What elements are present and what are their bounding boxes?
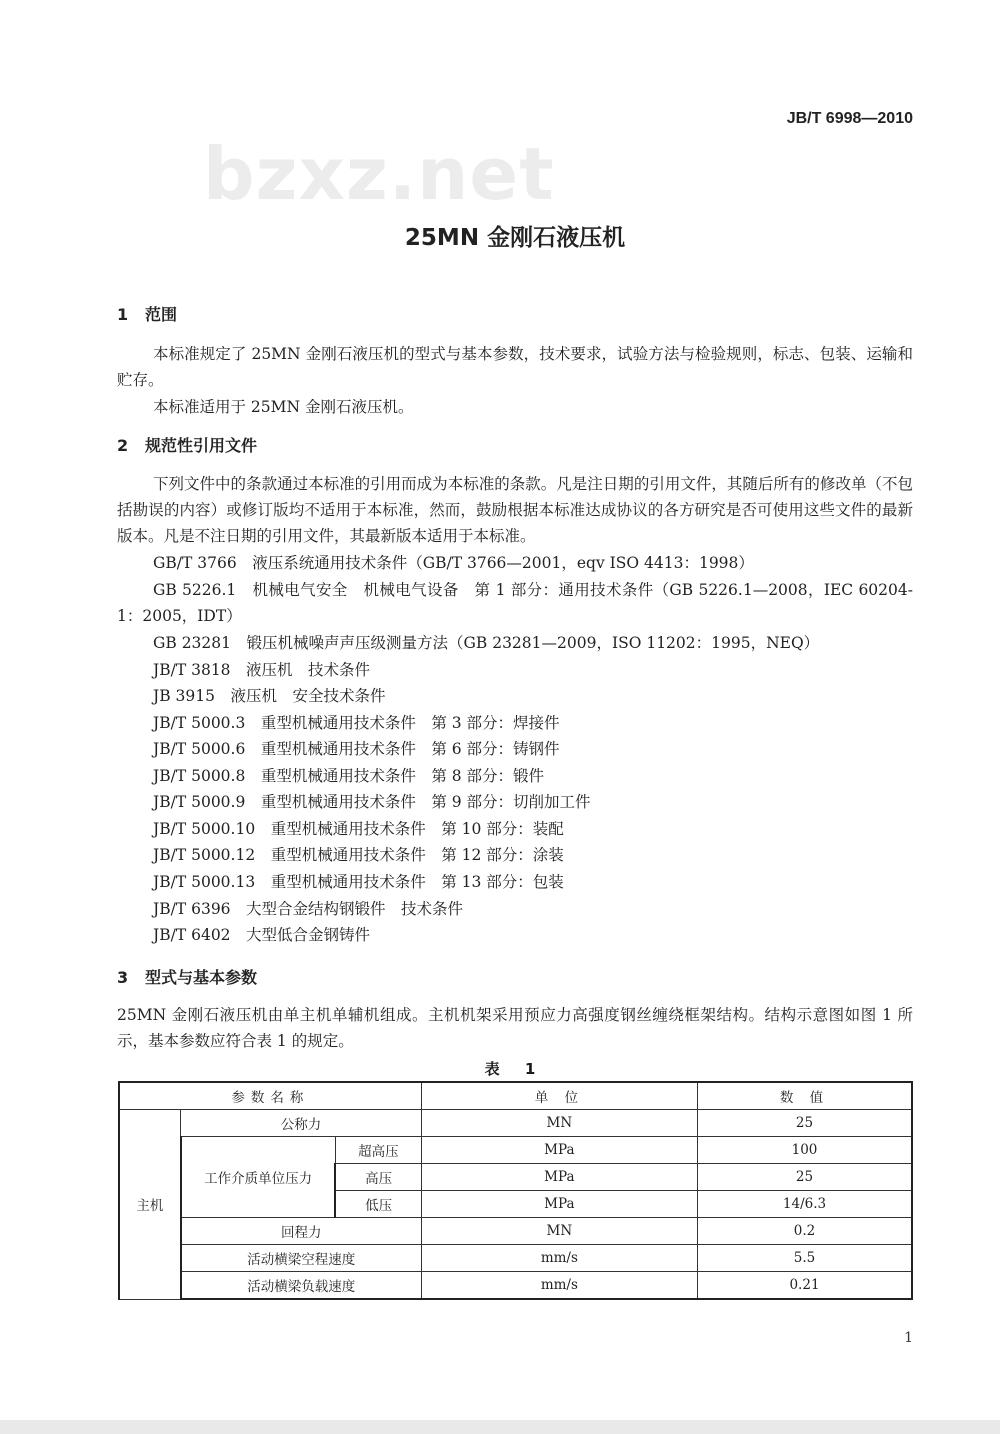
param-value: 5.5 <box>698 1245 913 1272</box>
section-title: 规范性引用文件 <box>145 436 258 455</box>
section-1-heading <box>117 302 177 325</box>
header-unit: 单 位 <box>421 1082 697 1110</box>
section-number: 1 <box>117 305 129 324</box>
section-title: 范围 <box>145 305 178 324</box>
group-label: 主机 <box>119 1110 181 1300</box>
header-value: 数 值 <box>698 1082 913 1110</box>
param-value: 100 <box>698 1137 913 1164</box>
reference-item: GB/T 3766 液压系统通用技术条件（GB/T 3766—2001，eqv ISO 4413：1998） <box>153 554 754 572</box>
pressure-group-label: 工作介质单位压力 <box>181 1137 336 1218</box>
reference-item: JB/T 3818 液压机 技术条件 <box>153 661 371 679</box>
table-row <box>119 1110 912 1137</box>
reference-item: JB/T 5000.10 重型机械通用技术条件 第 10 部分：装配 <box>153 820 564 838</box>
param-value: 25 <box>698 1110 913 1137</box>
table-row <box>119 1272 912 1300</box>
param-unit: MPa <box>421 1191 697 1218</box>
section-2-intro: 下列文件中的条款通过本标准的引用而成为本标准的条款。凡是注日期的引用文件，其随后所有的修改单（不包括勘误的内容）或修订版均不适用于本标准，然而，鼓励根据本标准达成协议的各方研究是否可使用这些文件的最新版本。凡是不注日期的引用文件，其最新版本适用于本标准。 <box>117 475 913 545</box>
param-unit: MN <box>421 1218 697 1245</box>
reference-item: JB/T 5000.9 重型机械通用技术条件 第 9 部分：切削加工件 <box>153 793 591 811</box>
param-unit: MPa <box>421 1164 697 1191</box>
table-row <box>119 1137 912 1164</box>
watermark: bzxz.net <box>203 132 555 216</box>
section-title: 型式与基本参数 <box>145 968 258 987</box>
standard-number: JB/T 6998—2010 <box>786 110 913 127</box>
header-param-name: 参数名称 <box>119 1082 421 1110</box>
param-name: 活动横梁负载速度 <box>181 1272 421 1300</box>
bottom-bar <box>0 1420 1000 1434</box>
param-value: 25 <box>698 1164 913 1191</box>
table-caption: 表 1 <box>484 1060 546 1078</box>
reference-item: GB 23281 锻压机械噪声声压级测量方法（GB 23281—2009，ISO 11202：1995，NEQ） <box>153 634 820 652</box>
table-header-row <box>119 1082 912 1110</box>
reference-item: GB 5226.1 机械电气安全 机械电气设备 第 1 部分：通用技术条件（GB 5226.1—2008，IEC 60204-1：2005，IDT） <box>117 581 913 625</box>
table-row <box>119 1245 912 1272</box>
section-2-heading <box>117 433 257 456</box>
section-1-paragraph-1: 本标准规定了 25MN 金刚石液压机的型式与基本参数，技术要求，试验方法与检验规则，标志、包装、运输和贮存。 <box>117 345 913 389</box>
param-unit: mm/s <box>421 1272 697 1300</box>
section-3-heading <box>117 965 257 988</box>
reference-item: JB/T 5000.8 重型机械通用技术条件 第 8 部分：锻件 <box>153 767 545 785</box>
page-number: 1 <box>904 1330 913 1346</box>
reference-item: JB/T 6402 大型低合金钢铸件 <box>153 926 371 944</box>
document-title: 25MN 金刚石液压机 <box>404 225 626 251</box>
section-3-paragraph-1: 25MN 金刚石液压机由单主机单辅机组成。主机机架采用预应力高强度钢丝缠绕框架结构。结构示意图如图 1 所示，基本参数应符合表 1 的规定。 <box>117 1006 913 1050</box>
param-name: 高压 <box>335 1164 421 1191</box>
reference-item: JB/T 5000.13 重型机械通用技术条件 第 13 部分：包装 <box>153 873 564 891</box>
section-number: 3 <box>117 968 129 987</box>
param-name: 回程力 <box>181 1218 421 1245</box>
param-name: 活动横梁空程速度 <box>181 1245 421 1272</box>
section-number: 2 <box>117 436 129 455</box>
param-name: 公称力 <box>181 1110 421 1137</box>
param-name: 超高压 <box>335 1137 421 1164</box>
param-name: 低压 <box>335 1191 421 1218</box>
reference-item: JB/T 5000.12 重型机械通用技术条件 第 12 部分：涂装 <box>153 846 564 864</box>
reference-item: JB/T 6396 大型合金结构钢锻件 技术条件 <box>153 900 464 918</box>
table-row <box>119 1218 912 1245</box>
param-unit: MPa <box>421 1137 697 1164</box>
section-1-paragraph-2: 本标准适用于 25MN 金刚石液压机。 <box>153 398 414 416</box>
parameters-table <box>118 1081 913 1300</box>
reference-item: JB/T 5000.3 重型机械通用技术条件 第 3 部分：焊接件 <box>153 714 560 732</box>
reference-item: JB/T 5000.6 重型机械通用技术条件 第 6 部分：铸钢件 <box>153 740 560 758</box>
param-value: 0.21 <box>698 1272 913 1300</box>
reference-item: JB 3915 液压机 安全技术条件 <box>153 687 386 705</box>
param-value: 14/6.3 <box>698 1191 913 1218</box>
param-value: 0.2 <box>698 1218 913 1245</box>
param-unit: mm/s <box>421 1245 697 1272</box>
param-unit: MN <box>421 1110 697 1137</box>
